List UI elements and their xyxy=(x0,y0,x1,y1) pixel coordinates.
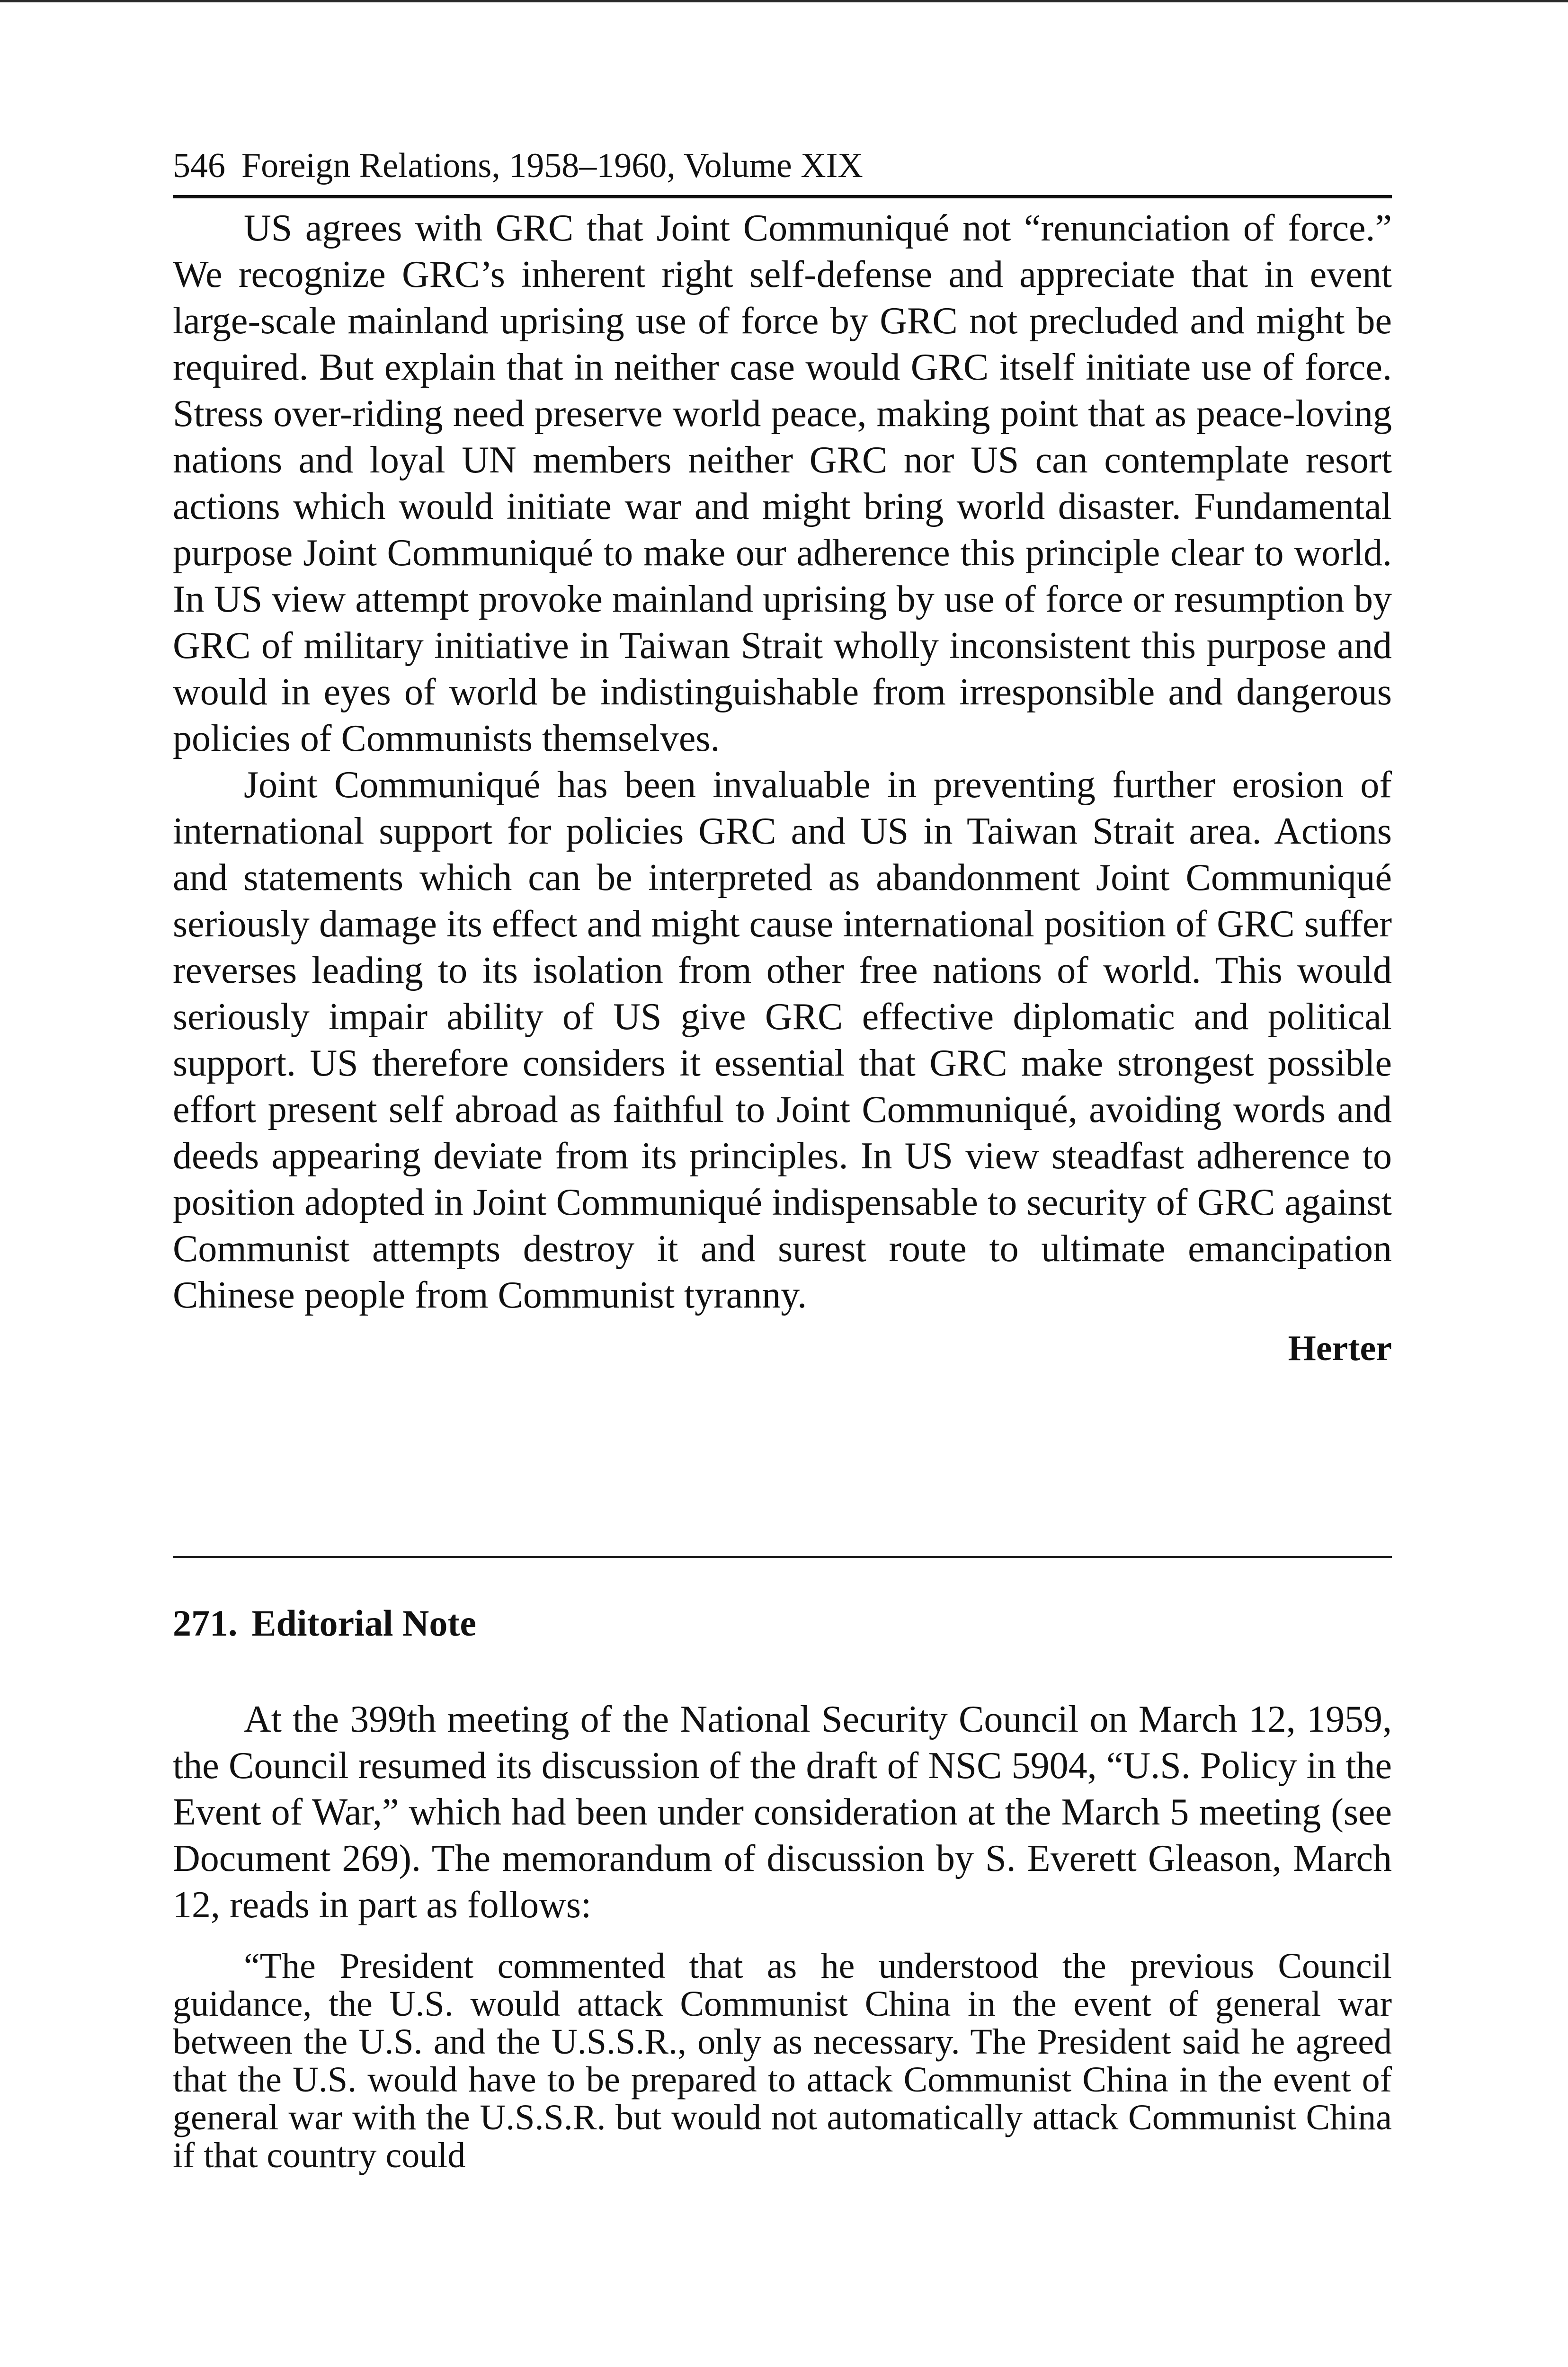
section-heading xyxy=(173,1600,1392,1647)
body-paragraph-2: Joint Communiqué has been invaluable in preventing further erosion of international support for policies GRC and US in Taiwan Strait area. Actions and statements which can be interpreted as abandonment Joint Communiqué seriously damage its effect and might cause international position of GRC suffer reverses leading to its isolation from other free nations of world. This would seriously impair ability of US give GRC effective diplomatic and political support. US therefore considers it essential that GRC make strongest possible effort present self abroad as faithful to Joint Communiqué, avoiding words and deeds appearing deviate from its principles. In US view steadfast adherence to position adopted in Joint Communiqué indispensable to security of GRC against Communist attempts destroy it and surest route to ultimate emancipation Chinese people from Communist tyranny. xyxy=(173,764,1392,1316)
page-number: 546 xyxy=(173,146,225,185)
document-page xyxy=(173,142,1392,2174)
running-header xyxy=(173,142,1392,189)
editorial-paragraph: At the 399th meeting of the National Security Council on March 12, 1959, the Council resumed its discussion of the draft of NSC 5904, “U.S. Policy in the Event of War,” which had been under consideration at the March 5 meeting (see Document 269). The memorandum of discussion by S. Everett Gleason, March 12, reads in part as follows: xyxy=(173,1699,1392,1926)
signature: Herter xyxy=(1288,1328,1392,1368)
section-divider xyxy=(173,1556,1392,1558)
header-rule xyxy=(173,195,1392,198)
page-top-border xyxy=(0,0,1568,2)
body-paragraph-1: US agrees with GRC that Joint Communiqué not “renunciation of force.” We recognize GRC’s inherent right self-defense and appreciate that in event large-scale mainland uprising use of force by GRC not precluded and might be required. But explain that in neither case would GRC itself initiate use of force. Stress over-riding need preserve world peace, making point that as peace-loving nations and loyal UN members neither GRC nor US can contemplate resort actions which would initiate war and might bring world disaster. Fundamental purpose Joint Communiqué to make our adherence this principle clear to world. In US view attempt provoke mainland uprising by use of force or resumption by GRC of military initiative in Taiwan Strait wholly inconsistent this purpose and would in eyes of world be indistinguishable from irresponsible and dangerous policies of Communists themselves. xyxy=(173,207,1392,759)
document-number: 271. xyxy=(173,1602,238,1644)
volume-title: Foreign Relations, 1958–1960, Volume XIX xyxy=(241,146,863,185)
quoted-paragraph: “The President commented that as he understood the previous Council guidance, the U.S. would attack Communist China in the event of general war between the U.S. and the U.S.S.R., only as necessary. The President said he agreed that the U.S. would have to be prepared to attack Communist China in the event of general war with the U.S.S.R. but would not automatically attack Communist China if that country could xyxy=(173,1946,1392,2175)
section-title: Editorial Note xyxy=(251,1602,476,1644)
